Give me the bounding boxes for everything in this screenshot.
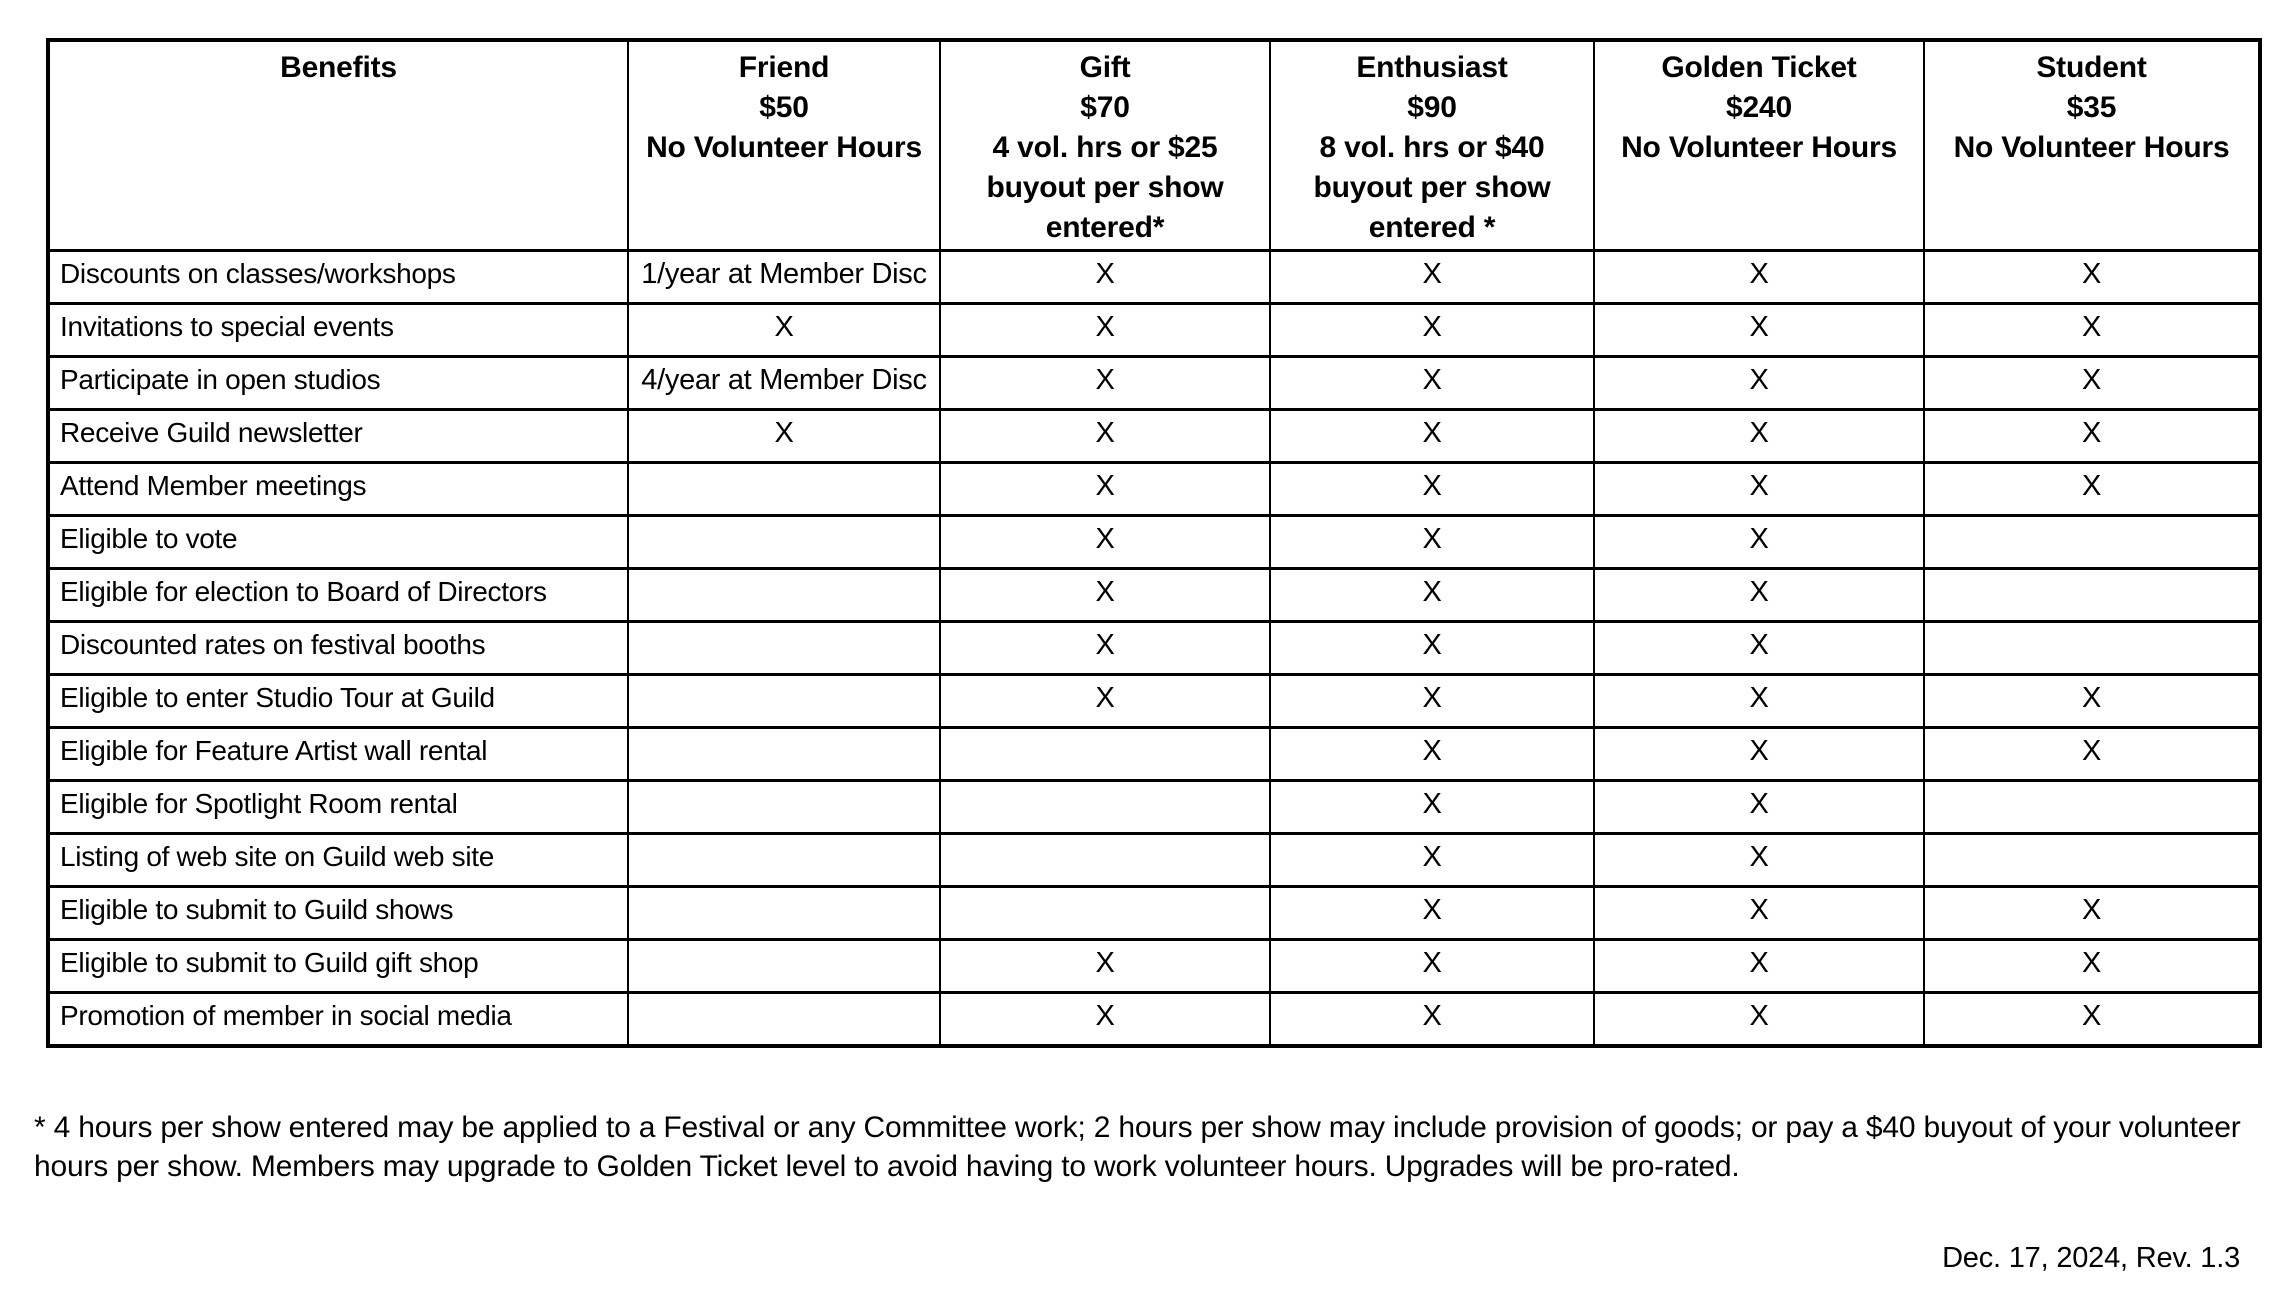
tier-column-header — [940, 40, 1270, 251]
benefit-label: Eligible for Feature Artist wall rental — [48, 728, 628, 781]
included-mark-cell: X — [1924, 251, 2260, 304]
empty-cell — [1924, 781, 2260, 834]
included-mark-cell: X — [1270, 410, 1594, 463]
empty-cell — [628, 728, 940, 781]
included-mark-cell: X — [1594, 781, 1924, 834]
header-line: $35 — [2066, 91, 2117, 124]
included-mark-cell: X — [1270, 251, 1594, 304]
included-mark-cell: X — [1270, 993, 1594, 1046]
friend-note-cell: 1/year at Member Disc — [628, 251, 940, 304]
included-mark-cell: X — [940, 357, 1270, 410]
included-mark-cell: X — [1924, 940, 2260, 993]
included-mark-cell: X — [1270, 622, 1594, 675]
empty-cell — [628, 993, 940, 1046]
included-mark-cell: X — [940, 516, 1270, 569]
included-mark-cell: X — [1924, 993, 2260, 1046]
benefit-label: Receive Guild newsletter — [48, 410, 628, 463]
included-mark-cell: X — [1270, 675, 1594, 728]
benefit-label: Eligible to submit to Guild shows — [48, 887, 628, 940]
empty-cell — [940, 887, 1270, 940]
included-mark-cell: X — [1270, 463, 1594, 516]
benefit-label: Promotion of member in social media — [48, 993, 628, 1046]
empty-cell — [628, 569, 940, 622]
table-row — [48, 781, 2260, 834]
included-mark-cell: X — [1270, 834, 1594, 887]
header-line: $90 — [1407, 91, 1457, 124]
header-line: entered * — [1368, 211, 1496, 244]
included-mark-cell: X — [628, 410, 940, 463]
benefit-label: Discounted rates on festival booths — [48, 622, 628, 675]
included-mark-cell: X — [1594, 251, 1924, 304]
included-mark-cell: X — [1594, 357, 1924, 410]
tier-column-header — [1924, 40, 2260, 251]
empty-cell — [940, 728, 1270, 781]
included-mark-cell: X — [1594, 887, 1924, 940]
empty-cell — [628, 940, 940, 993]
included-mark-cell: X — [1594, 728, 1924, 781]
included-mark-cell: X — [1594, 993, 1924, 1046]
header-line: 4 vol. hrs or $25 — [992, 131, 1218, 164]
empty-cell — [628, 675, 940, 728]
included-mark-cell: X — [1924, 410, 2260, 463]
header-line: entered* — [1045, 211, 1165, 244]
included-mark-cell: X — [1594, 834, 1924, 887]
table-header-row — [48, 40, 2260, 251]
empty-cell — [1924, 834, 2260, 887]
header-line: buyout per show — [1313, 171, 1551, 204]
included-mark-cell: X — [1270, 357, 1594, 410]
included-mark-cell: X — [1270, 940, 1594, 993]
header-line: Golden Ticket — [1661, 51, 1857, 84]
empty-cell — [1924, 622, 2260, 675]
empty-cell — [628, 622, 940, 675]
included-mark-cell: X — [1924, 728, 2260, 781]
table-row — [48, 357, 2260, 410]
header-line: Benefits — [280, 51, 397, 84]
benefit-label: Discounts on classes/workshops — [48, 251, 628, 304]
table-row — [48, 940, 2260, 993]
benefit-label: Attend Member meetings — [48, 463, 628, 516]
table-row — [48, 304, 2260, 357]
included-mark-cell: X — [1924, 357, 2260, 410]
included-mark-cell: X — [1270, 781, 1594, 834]
header-line: buyout per show — [986, 171, 1224, 204]
header-line: $240 — [1726, 91, 1792, 124]
footnote-text: * 4 hours per show entered may be applied to a Festival or any Committee work; 2 hours per show may include provision of goods; or pay a $40 buyout of your volunteer hours per show. Members may upgrade to Golden Ticket level to avoid having to work volunteer hours. Upgrades will be pro-rated. — [34, 1111, 2241, 1183]
table-row — [48, 569, 2260, 622]
benefits-table — [46, 38, 2262, 1048]
included-mark-cell: X — [628, 304, 940, 357]
included-mark-cell: X — [940, 410, 1270, 463]
included-mark-cell: X — [1594, 569, 1924, 622]
empty-cell — [940, 781, 1270, 834]
included-mark-cell: X — [1270, 887, 1594, 940]
table-row — [48, 463, 2260, 516]
table-row — [48, 834, 2260, 887]
included-mark-cell: X — [1924, 887, 2260, 940]
header-line: 8 vol. hrs or $40 — [1319, 131, 1545, 164]
tier-column-header — [1594, 40, 1924, 251]
included-mark-cell: X — [940, 940, 1270, 993]
included-mark-cell: X — [940, 993, 1270, 1046]
benefit-label: Eligible to submit to Guild gift shop — [48, 940, 628, 993]
benefit-label: Listing of web site on Guild web site — [48, 834, 628, 887]
included-mark-cell: X — [1270, 728, 1594, 781]
included-mark-cell: X — [1594, 304, 1924, 357]
header-line: Enthusiast — [1356, 51, 1508, 84]
included-mark-cell: X — [1924, 304, 2260, 357]
included-mark-cell: X — [1270, 516, 1594, 569]
benefit-label: Eligible to enter Studio Tour at Guild — [48, 675, 628, 728]
empty-cell — [628, 834, 940, 887]
header-line: $50 — [759, 91, 809, 124]
header-line: No Volunteer Hours — [646, 131, 922, 164]
included-mark-cell: X — [940, 463, 1270, 516]
included-mark-cell: X — [940, 304, 1270, 357]
revision-date: Dec. 17, 2024, Rev. 1.3 — [1942, 1242, 2240, 1274]
tier-column-header — [628, 40, 940, 251]
header-line: No Volunteer Hours — [1621, 131, 1897, 164]
empty-cell — [1924, 569, 2260, 622]
header-line: No Volunteer Hours — [1953, 131, 2230, 164]
benefits-column-header — [48, 40, 628, 251]
included-mark-cell: X — [1594, 940, 1924, 993]
included-mark-cell: X — [1594, 463, 1924, 516]
table-row — [48, 622, 2260, 675]
empty-cell — [628, 781, 940, 834]
included-mark-cell: X — [1270, 304, 1594, 357]
empty-cell — [628, 516, 940, 569]
included-mark-cell: X — [940, 569, 1270, 622]
empty-cell — [628, 463, 940, 516]
included-mark-cell: X — [1924, 675, 2260, 728]
table-row — [48, 410, 2260, 463]
benefit-label: Eligible for Spotlight Room rental — [48, 781, 628, 834]
header-line: Student — [2036, 51, 2147, 84]
table-row — [48, 993, 2260, 1046]
benefit-label: Eligible for election to Board of Directors — [48, 569, 628, 622]
table-row — [48, 675, 2260, 728]
included-mark-cell: X — [1270, 569, 1594, 622]
benefit-label: Eligible to vote — [48, 516, 628, 569]
header-line: Gift — [1079, 51, 1131, 84]
included-mark-cell: X — [940, 251, 1270, 304]
empty-cell — [628, 887, 940, 940]
table-row — [48, 728, 2260, 781]
benefit-label: Invitations to special events — [48, 304, 628, 357]
table-row — [48, 887, 2260, 940]
included-mark-cell: X — [1924, 463, 2260, 516]
header-line: Friend — [738, 51, 830, 84]
included-mark-cell: X — [1594, 516, 1924, 569]
included-mark-cell: X — [1594, 675, 1924, 728]
table-row — [48, 516, 2260, 569]
table-row — [48, 251, 2260, 304]
empty-cell — [940, 834, 1270, 887]
tier-column-header — [1270, 40, 1594, 251]
included-mark-cell: X — [1594, 410, 1924, 463]
included-mark-cell: X — [1594, 622, 1924, 675]
header-line: $70 — [1080, 91, 1130, 124]
benefit-label: Participate in open studios — [48, 357, 628, 410]
included-mark-cell: X — [940, 622, 1270, 675]
empty-cell — [1924, 516, 2260, 569]
included-mark-cell: X — [940, 675, 1270, 728]
friend-note-cell: 4/year at Member Disc — [628, 357, 940, 410]
